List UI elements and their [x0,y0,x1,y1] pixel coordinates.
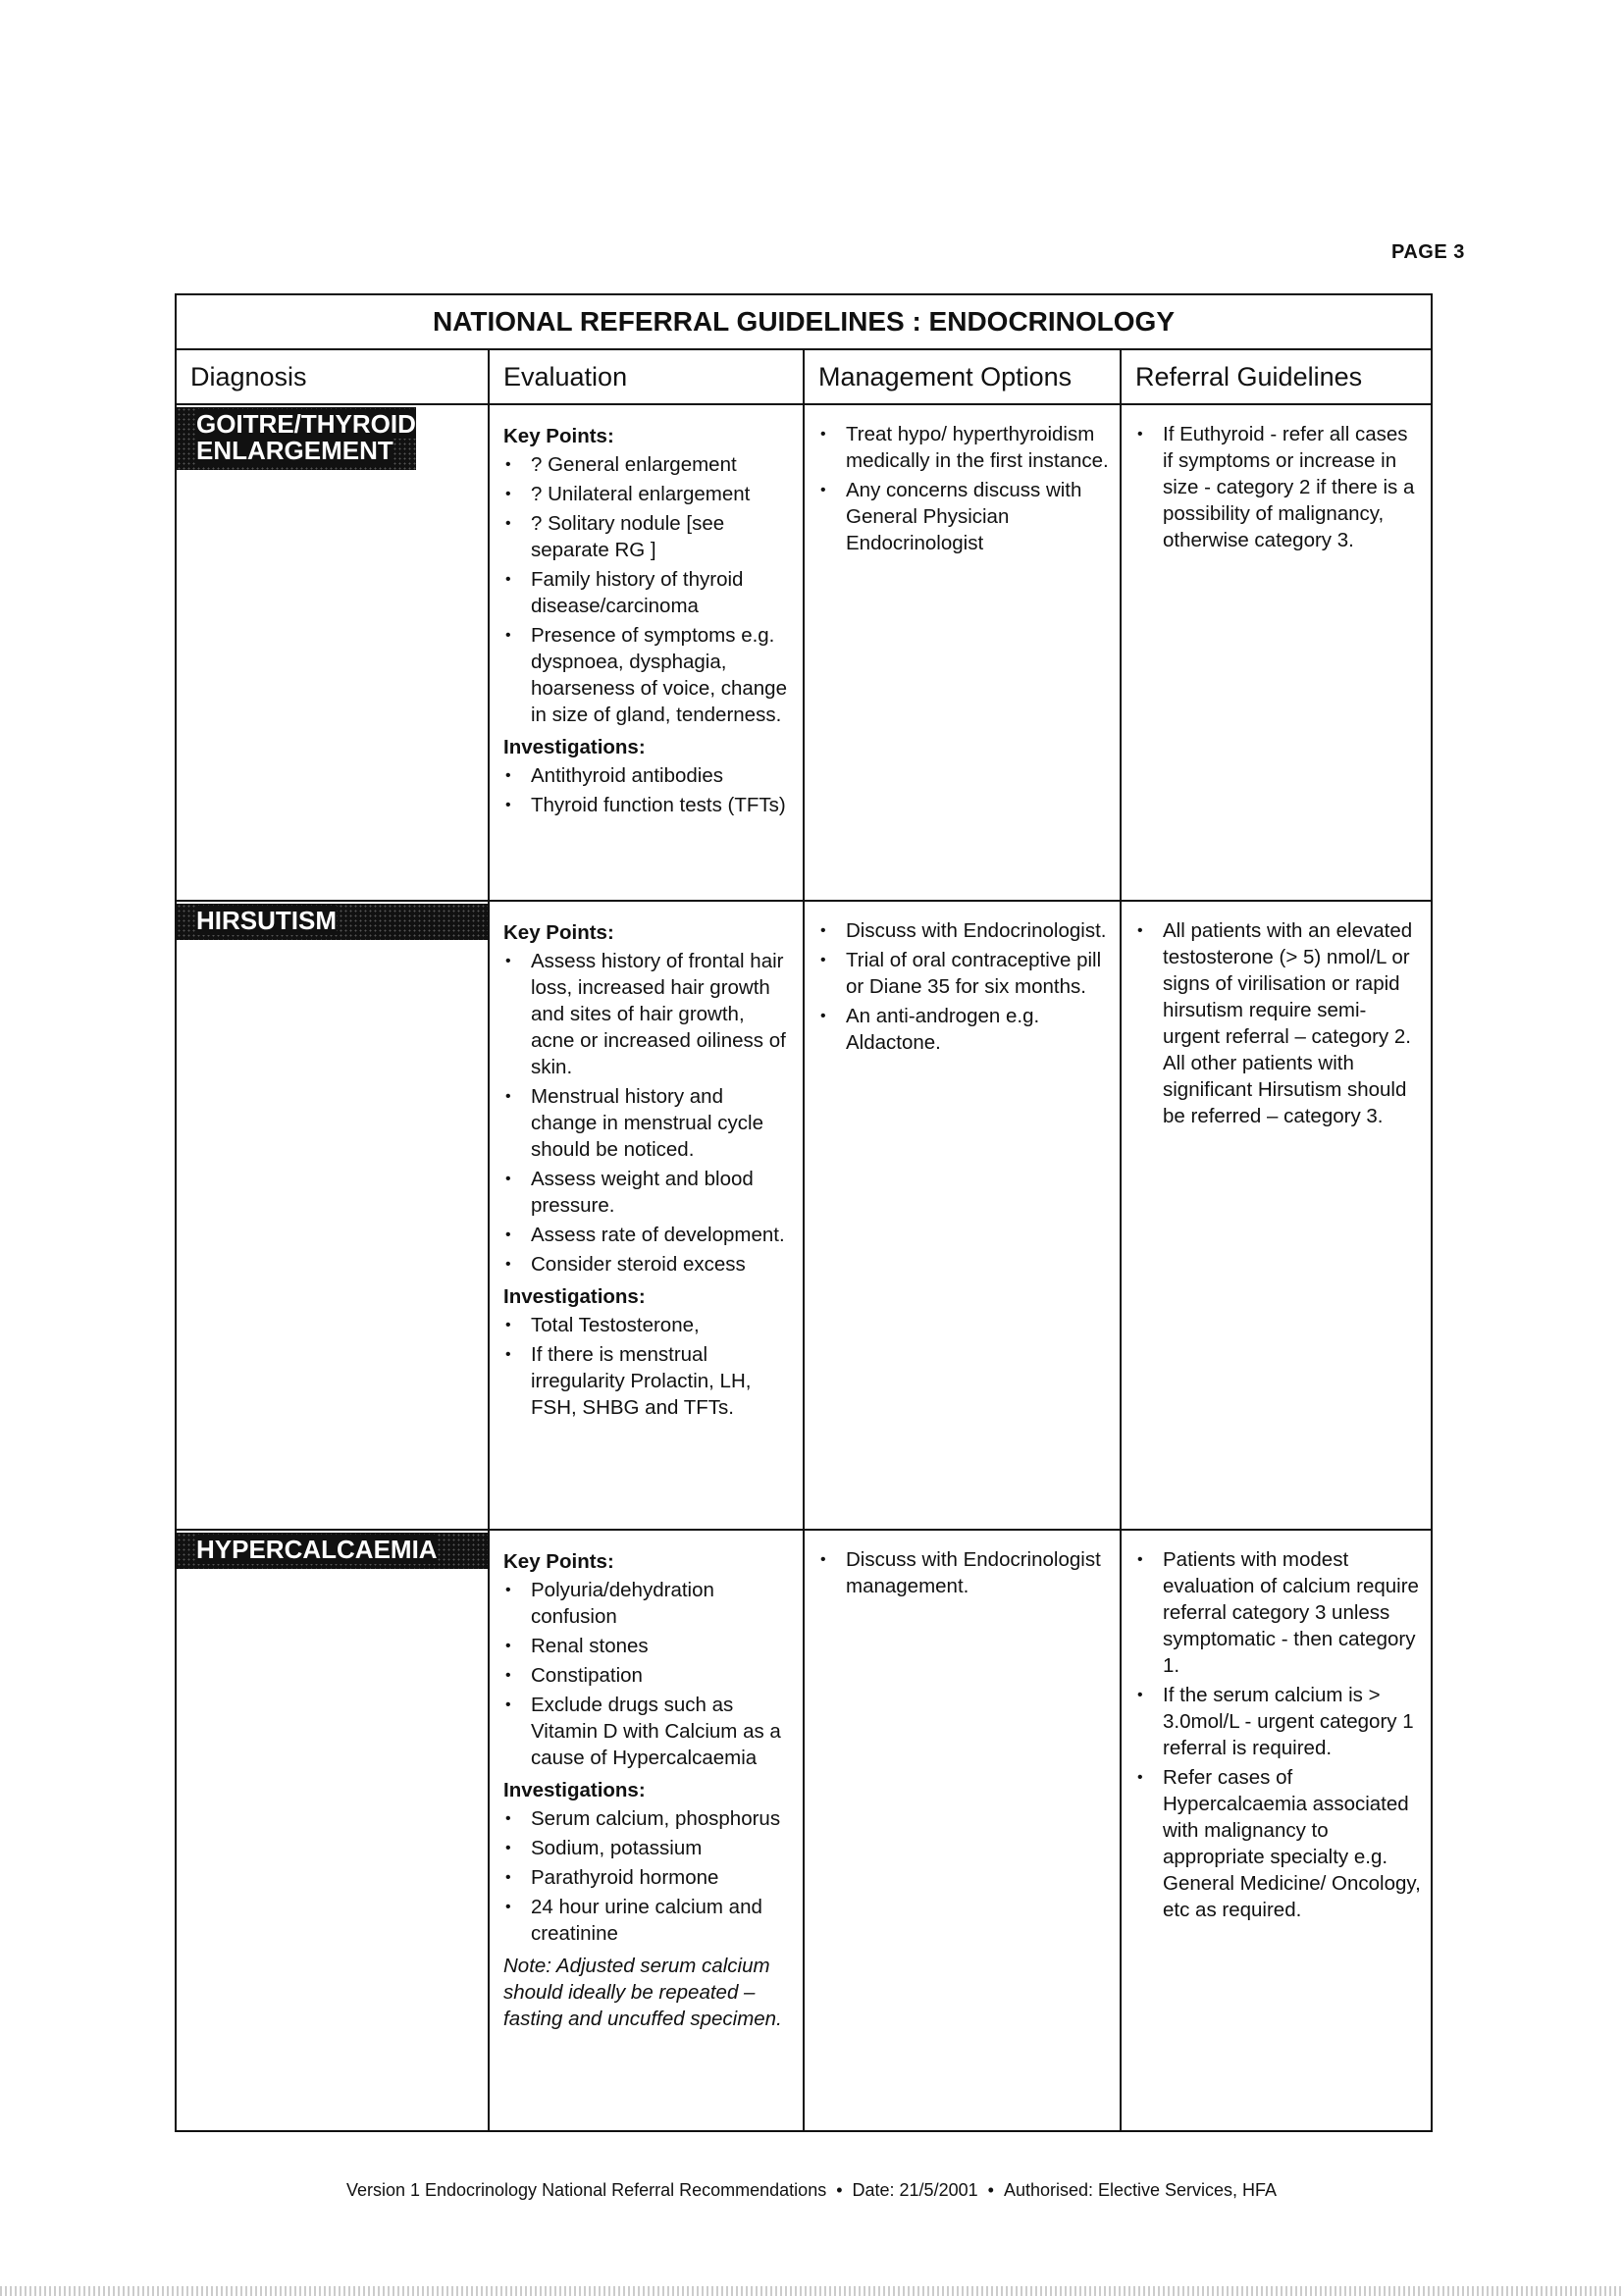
investigations-heading: Investigations: [503,1285,646,1308]
scan-edge [0,2286,1623,2296]
key-point-item: • ? Solitary nodule [see separate RG ] [503,510,793,563]
investigation-item: • Serum calcium, phosphorus [503,1805,793,1832]
footer [0,2180,1623,2201]
key-point-list [503,948,793,1278]
referral-guideline-list [1135,421,1421,553]
management-option-item: • Discuss with Endocrinologist. [818,917,1110,944]
investigation-item: • Sodium, potassium [503,1835,793,1861]
investigation-list [503,762,793,818]
management-option-item: • Treat hypo/ hyperthyroidism medically in the first instance. [818,421,1110,474]
key-point-item: • Renal stones [503,1633,793,1659]
key-point-item: • Assess history of frontal hair loss, increased hair growth and sites of hair growth, acne or increased oiliness of skin. [503,948,793,1080]
key-point-list [503,451,793,728]
footer-version: Version 1 Endocrinology National Referral Recommendations [345,2180,827,2200]
management-option-list [818,1546,1110,1599]
key-point-item: • Consider steroid excess [503,1251,793,1278]
referral-cell [1122,902,1431,1529]
key-point-item: • Exclude drugs such as Vitamin D with Calcium as a cause of Hypercalcaemia [503,1692,793,1771]
diagnosis-text: HIRSUTISM [196,906,337,935]
evaluation-note: Note: Adjusted serum calcium should ideally be repeated – fasting and uncuffed specimen. [503,1955,782,2030]
diagnosis-cell [177,405,490,900]
header-evaluation: Evaluation [490,350,805,403]
key-points-heading: Key Points: [503,921,614,944]
management-option-item: • Trial of oral contraceptive pill or Diane 35 for six months. [818,947,1110,1000]
key-point-item: • Assess rate of development. [503,1222,793,1248]
management-option-item: • An anti-androgen e.g. Aldactone. [818,1003,1110,1056]
evaluation-cell [490,1531,805,2130]
header-referral-guidelines: Referral Guidelines [1135,362,1363,391]
investigation-item: • 24 hour urine calcium and creatinine [503,1894,793,1947]
evaluation-cell [490,902,805,1529]
referral-guideline-item: • Patients with modest evaluation of calcium require referral category 3 unless symptomatic - then category 1. [1135,1546,1421,1679]
management-option-list [818,917,1110,1056]
table-header-row [177,350,1431,405]
referral-guidelines-table [175,293,1433,2132]
key-point-item: • Presence of symptoms e.g. dyspnoea, dysphagia, hoarseness of voice, change in size of gland, tenderness. [503,622,793,728]
key-point-list [503,1577,793,1771]
key-point-item: • Constipation [503,1662,793,1689]
footer-date: Date: 21/5/2001 [852,2180,978,2200]
referral-guideline-item: • If Euthyroid - refer all cases if symptoms or increase in size - category 2 if there is a possibility of malignancy, otherwise category 3. [1135,421,1421,553]
table-row [177,1531,1431,2130]
key-point-item: • ? General enlargement [503,451,793,478]
diagnosis-text: HYPERCALCAEMIA [196,1535,438,1564]
key-point-item: • Family history of thyroid disease/carcinoma [503,566,793,619]
investigations-heading: Investigations: [503,736,646,758]
table-row [177,902,1431,1531]
key-point-item: • Menstrual history and change in menstrual cycle should be noticed. [503,1083,793,1163]
header-management-options: Management Options [805,350,1122,403]
page-number: PAGE 3 [1391,241,1465,263]
diagnosis-cell [177,1531,490,2130]
investigation-list [503,1805,793,1947]
key-point-item: • Assess weight and blood pressure. [503,1166,793,1219]
referral-guideline-item: • Refer cases of Hypercalcaemia associated with malignancy to appropriate specialty e.g. General Medicine/ Oncology, etc as required. [1135,1764,1421,1923]
key-point-item: • ? Unilateral enlargement [503,481,793,507]
evaluation-cell [490,405,805,900]
referral-cell [1122,405,1431,900]
diagnosis-text: GOITRE/THYROID ENLARGEMENT [196,409,416,465]
diagnosis-label [177,1533,488,1569]
table-row [177,405,1431,902]
management-cell [805,902,1122,1529]
investigations-heading: Investigations: [503,1779,646,1801]
key-point-item: • Polyuria/dehydration confusion [503,1577,793,1630]
management-option-item: • Discuss with Endocrinologist management. [818,1546,1110,1599]
investigation-item: • Thyroid function tests (TFTs) [503,792,793,818]
footer-authorised: Authorised: Elective Services, HFA [1003,2180,1278,2200]
management-option-list [818,421,1110,556]
referral-guideline-item: • All patients with an elevated testosterone (> 5) nmol/L or signs of virilisation or rapid hirsutism require semi-urgent referral – category 2. All other patients with significant Hirsutism should be referred – category 3. [1135,917,1421,1129]
diagnosis-label [177,904,488,940]
investigation-item: • Antithyroid antibodies [503,762,793,789]
management-cell [805,405,1122,900]
investigation-list [503,1312,793,1421]
footer-separator: • [836,2180,843,2200]
referral-guideline-list [1135,1546,1421,1923]
referral-guideline-item: • If the serum calcium is > 3.0mol/L - urgent category 1 referral is required. [1135,1682,1421,1761]
footer-separator: • [987,2180,994,2200]
investigation-item: • Parathyroid hormone [503,1864,793,1891]
diagnosis-cell [177,902,490,1529]
diagnosis-label [177,407,416,470]
management-cell [805,1531,1122,2130]
investigation-item: • If there is menstrual irregularity Prolactin, LH, FSH, SHBG and TFTs. [503,1341,793,1421]
investigation-item: • Total Testosterone, [503,1312,793,1338]
management-option-item: • Any concerns discuss with General Physician Endocrinologist [818,477,1110,556]
key-points-heading: Key Points: [503,425,614,447]
header-diagnosis: Diagnosis [177,350,490,403]
referral-guideline-list [1135,917,1421,1129]
key-points-heading: Key Points: [503,1550,614,1573]
table-title: NATIONAL REFERRAL GUIDELINES : ENDOCRINOLOGY [177,295,1431,350]
referral-cell [1122,1531,1431,2130]
